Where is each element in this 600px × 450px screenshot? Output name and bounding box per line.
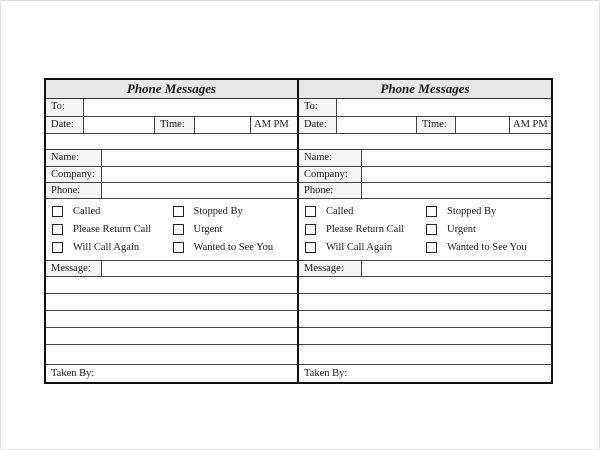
stopped-by-option[interactable]: [426, 206, 547, 217]
called-checkbox[interactable]: [52, 206, 63, 217]
message-row: [46, 261, 297, 277]
return-call-checkbox[interactable]: [52, 224, 63, 235]
wanted-see-label: Wanted to See You: [447, 242, 527, 254]
phone-field[interactable]: [362, 183, 551, 198]
status-checkboxes: [299, 199, 551, 261]
slip-title: Phone Messages: [46, 80, 297, 99]
to-field[interactable]: [337, 99, 551, 116]
message-lines[interactable]: [46, 277, 297, 364]
wanted-see-option[interactable]: [173, 242, 294, 253]
taken-by-row[interactable]: [46, 364, 297, 382]
stopped-by-label: Stopped By: [193, 205, 243, 217]
company-field[interactable]: [102, 167, 297, 182]
status-checkboxes: [46, 199, 297, 261]
will-call-label: Will Call Again: [326, 242, 393, 254]
stopped-by-option[interactable]: [173, 206, 294, 217]
time-label: Time:: [155, 117, 195, 133]
urgent-option[interactable]: [173, 224, 294, 235]
message-line[interactable]: [46, 311, 297, 328]
called-option[interactable]: [52, 206, 173, 217]
return-call-option[interactable]: [305, 224, 426, 235]
time-label: Time:: [417, 117, 456, 133]
urgent-checkbox[interactable]: [426, 224, 437, 235]
date-label: Date:: [46, 117, 84, 133]
urgent-checkbox[interactable]: [173, 224, 184, 235]
will-call-option[interactable]: [305, 242, 426, 253]
message-line[interactable]: [46, 277, 297, 294]
company-label: Company:: [46, 167, 102, 182]
name-field[interactable]: [102, 150, 297, 166]
will-call-checkbox[interactable]: [305, 242, 316, 253]
name-row: [46, 150, 297, 167]
time-field[interactable]: [456, 117, 510, 133]
message-label: Message:: [46, 261, 102, 276]
wanted-see-checkbox[interactable]: [426, 242, 437, 253]
will-call-checkbox[interactable]: [52, 242, 63, 253]
urgent-option[interactable]: [426, 224, 547, 235]
to-row: [299, 99, 551, 117]
return-call-option[interactable]: [52, 224, 173, 235]
spacer-row: [46, 134, 297, 150]
name-row: [299, 150, 551, 167]
urgent-label: Urgent: [193, 223, 223, 235]
message-line[interactable]: [299, 311, 551, 328]
phone-message-slip-right: [299, 78, 553, 384]
wanted-see-option[interactable]: [426, 242, 547, 253]
phone-label: Phone:: [299, 183, 362, 198]
to-label: To:: [299, 99, 337, 116]
message-lines[interactable]: [299, 277, 551, 364]
message-line[interactable]: [46, 294, 297, 311]
company-field[interactable]: [362, 167, 551, 182]
called-label: Called: [73, 205, 101, 217]
slip-title: Phone Messages: [299, 80, 551, 99]
stopped-by-checkbox[interactable]: [173, 206, 184, 217]
will-call-label: Will Call Again: [73, 242, 140, 254]
name-label: Name:: [46, 150, 102, 166]
to-label: To:: [46, 99, 84, 116]
date-label: Date:: [299, 117, 337, 133]
called-option[interactable]: [305, 206, 426, 217]
date-time-row: [299, 117, 551, 134]
name-field[interactable]: [362, 150, 551, 166]
name-label: Name:: [299, 150, 362, 166]
wanted-see-label: Wanted to See You: [193, 242, 274, 254]
am-pm-label[interactable]: AM PM: [254, 119, 289, 130]
company-label: Company:: [299, 167, 362, 182]
message-label: Message:: [299, 261, 362, 276]
date-field[interactable]: [337, 117, 417, 133]
phone-label: Phone:: [46, 183, 102, 198]
date-field[interactable]: [84, 117, 155, 133]
am-pm-label[interactable]: AM PM: [513, 119, 548, 130]
message-line[interactable]: [299, 277, 551, 294]
message-row: [299, 261, 551, 277]
phone-row: [299, 183, 551, 199]
message-line[interactable]: [46, 328, 297, 345]
taken-by-row[interactable]: [299, 364, 551, 382]
spacer-row: [299, 134, 551, 150]
message-field[interactable]: [362, 261, 551, 276]
stopped-by-checkbox[interactable]: [426, 206, 437, 217]
company-row: [299, 167, 551, 183]
message-line[interactable]: [299, 328, 551, 345]
phone-message-slip-left: [44, 78, 299, 384]
date-time-row: [46, 117, 297, 134]
message-area[interactable]: [299, 345, 551, 364]
return-call-label: Please Return Call: [326, 223, 405, 235]
to-row: [46, 99, 297, 117]
called-label: Called: [326, 205, 354, 217]
called-checkbox[interactable]: [305, 206, 316, 217]
taken-by-label: Taken By:: [304, 368, 348, 379]
taken-by-label: Taken By:: [51, 368, 95, 379]
phone-field[interactable]: [102, 183, 297, 198]
return-call-checkbox[interactable]: [305, 224, 316, 235]
to-field[interactable]: [84, 99, 297, 116]
message-line[interactable]: [299, 294, 551, 311]
urgent-label: Urgent: [447, 223, 476, 235]
stopped-by-label: Stopped By: [447, 205, 497, 217]
company-row: [46, 167, 297, 183]
message-area[interactable]: [46, 345, 297, 364]
time-field[interactable]: [195, 117, 251, 133]
return-call-label: Please Return Call: [73, 223, 152, 235]
message-field[interactable]: [102, 261, 297, 276]
phone-message-forms: [44, 78, 553, 384]
will-call-option[interactable]: [52, 242, 173, 253]
phone-row: [46, 183, 297, 199]
wanted-see-checkbox[interactable]: [173, 242, 184, 253]
